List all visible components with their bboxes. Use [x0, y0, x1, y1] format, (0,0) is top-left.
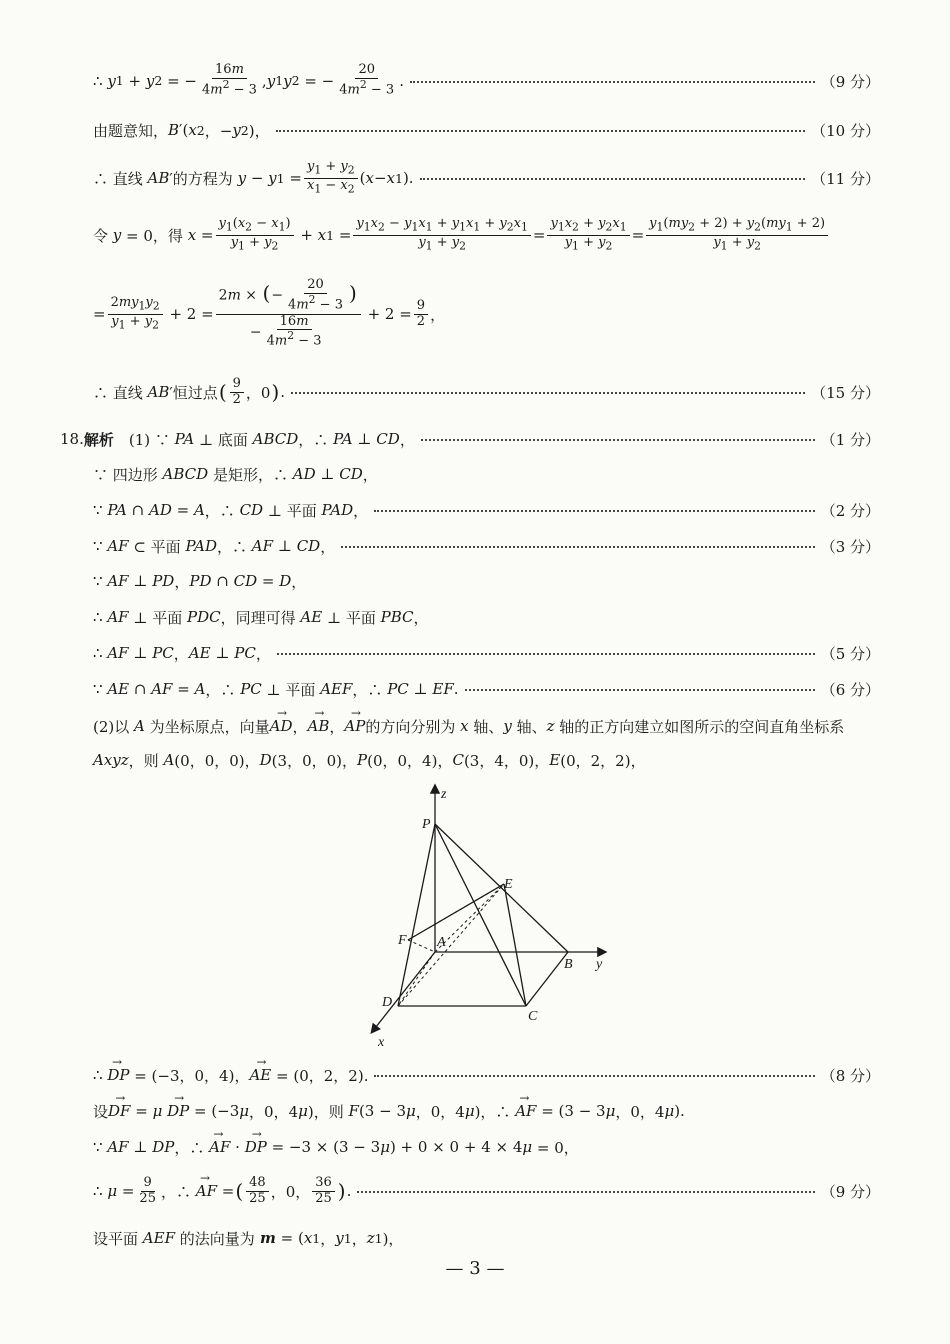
solution-line-6: ∴ 直线 AB ′恒过点 ( $\frac{9}{2}$ ，0 ) . （15 分）: [93, 375, 880, 407]
solution-line-4: 令 y = 0，得 x = $\frac{y_1(x_2 - x_1)}{y_1 + y_2}$ + x 1 = $\frac{y_1x_2 - y_1x_1 + y_1x_1 + y_2x_1}{y_1 + y_2}$ = $\frac{y_1x_2 + y_2x_1}{y_1 + y_2}$ = $\frac{y_1(my_2 + 2) + y_2(my_1 + 2)}{y_1 + y_2}$: [93, 215, 800, 255]
solution-line-10: ∵ AF ⊂ 平面 PAD ，∴ AF ⊥ CD ， （3 分）: [93, 537, 880, 556]
score-11: （11 分）: [811, 169, 880, 188]
solution-line-17: ∴ → DP = (−3，0，4)， → AE = (0，2，2). （8 分）: [93, 1062, 880, 1088]
label-p: P: [422, 817, 431, 832]
label-a: A: [437, 935, 446, 950]
score-9: （9 分）: [820, 72, 880, 91]
score-1: （1 分）: [820, 430, 880, 449]
solution-line-9: ∵ PA ∩ AD = A ，∴ CD ⊥ 平面 PAD ， （2 分）: [93, 501, 880, 520]
solution-line-2: 由题意知， B ′( x 2 ，− y 2 )， （10 分）: [93, 121, 880, 140]
score-6: （6 分）: [820, 680, 880, 699]
label-x: x: [378, 1035, 385, 1050]
solution-line-7: 18. 解析 (1) ∵ PA ⊥ 底面 ABCD ，∴ PA ⊥ CD ， （1 分）: [60, 430, 880, 449]
solution-line-8: ∵ 四边形 ABCD 是矩形，∴ AD ⊥ CD ，: [93, 465, 378, 484]
pyramid-coordinate-figure: [360, 780, 620, 1050]
score-3: （3 分）: [820, 537, 880, 556]
visible-edges: [398, 824, 568, 1006]
solution-line-5: = $\frac{2my_1y_2}{y_1 + y_2}$ + 2 = 2m × (− $\frac{20}{4m^2 - 3}$ ) − $\frac{16m}{4m^2 - 3}$ + 2 = $\frac{9}{2}$ ，: [93, 277, 446, 349]
score-8: （8 分）: [820, 1066, 880, 1085]
solution-line-20: ∴ μ = $\frac{9}{25}$ ，∴ → AF = ( $\frac{48}{25}$ ，0， $\frac{36}{25}$ ) . （9 分）: [93, 1172, 880, 1210]
score-10: （10 分）: [811, 121, 880, 140]
label-d: D: [382, 995, 393, 1010]
solution-line-3: ∴ 直线 AB ′的方程为 y − y 1 = $\frac{y_1 + y_2}{x_1 - x_2}$ ( x − x 1 ). （11 分）: [93, 159, 880, 196]
label-b: B: [564, 957, 573, 972]
score-2: （2 分）: [820, 501, 880, 520]
solution-line-19: ∵ AF ⊥ DP ，∴ → AF · → DP = −3 × (3 − 3 μ ) + 0 × 0 + 4 × 4 μ = 0，: [93, 1134, 880, 1160]
solution-line-16: Axyz ，则 A (0，0，0)， D (3，0，0)， P (0，0，4)， C (3，4，0)， E (0，2，2)，: [93, 751, 646, 770]
page-number: — 3 —: [445, 1258, 505, 1279]
score-15: （15 分）: [811, 383, 880, 402]
label-c: C: [528, 1009, 538, 1024]
x-axis: [372, 952, 435, 1032]
score-9b: （9 分）: [820, 1182, 880, 1201]
solution-line-13: ∴ AF ⊥ PC ， AE ⊥ PC ， （5 分）: [93, 644, 880, 663]
label-e: E: [504, 877, 513, 892]
solution-line-12: ∴ AF ⊥ 平面 PDC ，同理可得 AE ⊥ 平面 PBC ，: [93, 608, 429, 627]
solution-line-14: ∵ AE ∩ AF = A ，∴ PC ⊥ 平面 AEF ，∴ PC ⊥ EF . （6 分）: [93, 680, 880, 699]
hidden-edges: [398, 884, 504, 1006]
solution-line-18: 设 → DF = μ → DP = (−3 μ ，0，4 μ )，则 F (3 − 3 μ ，0，4 μ )，∴ → AF = (3 − 3 μ ，0，4 μ ).: [93, 1098, 880, 1124]
score-5: （5 分）: [820, 644, 880, 663]
label-y: y: [596, 957, 603, 972]
label-f: F: [398, 933, 407, 948]
solution-line-11: ∵ AF ⊥ PD ， PD ∩ CD = D ，: [93, 572, 307, 591]
solution-line-15: (2)以 A 为坐标原点，向量 → AD ， → AB ， → AP 的方向分别为 x 轴、 y 轴、 z 轴的正方向建立如图所示的空间直角坐标系: [93, 712, 880, 740]
label-z: z: [441, 787, 447, 802]
solution-line-1: ∴ y 1 + y 2 = − $\frac{16m}{4m^2 - 3}$ , y 1 y 2 = − $\frac{20}{4m^2 - 3}$ . （9 分）: [93, 62, 880, 98]
solution-line-21: 设平面 AEF 的法向量为 m = ( x 1 ， y 1 ， z 1 )，: [93, 1229, 404, 1248]
